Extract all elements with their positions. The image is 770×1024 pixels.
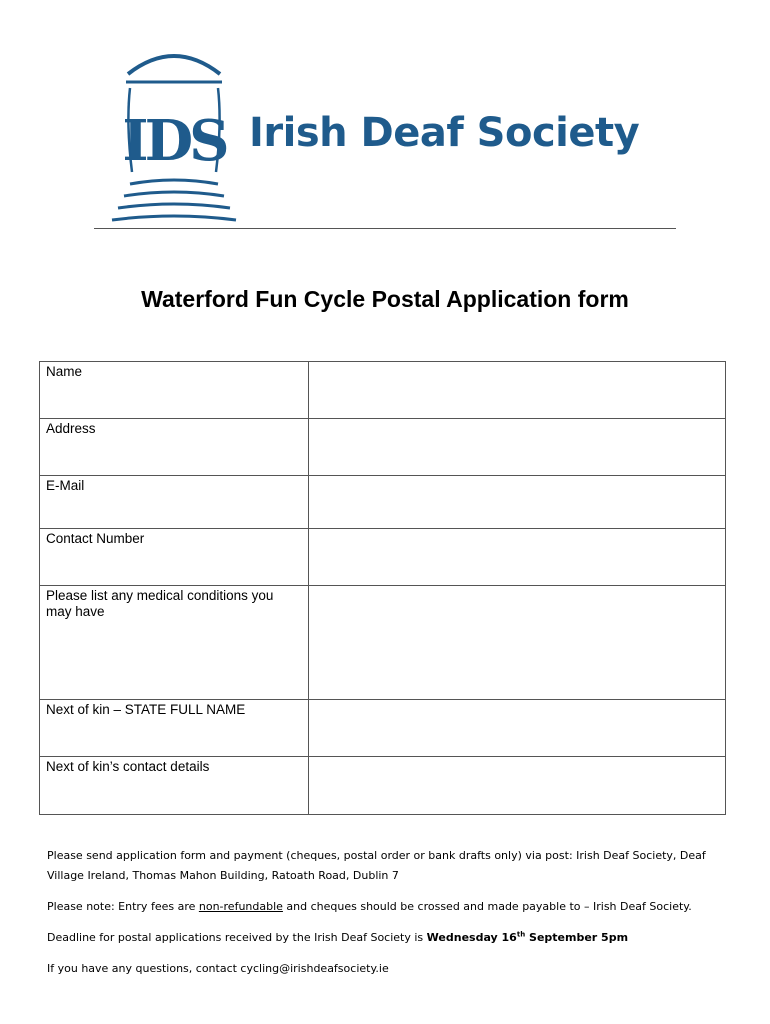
form-row-medical: [40, 586, 726, 700]
form-label-next-of-kin: Next of kin – STATE FULL NAME: [40, 700, 309, 757]
header-divider: [94, 228, 676, 229]
application-form-table: [39, 361, 726, 815]
form-row-address: [40, 419, 726, 476]
fees-suffix: and cheques should be crossed and made payable to – Irish Deaf Society.: [282, 900, 692, 913]
fees-note: [47, 897, 737, 917]
form-label-medical: Please list any medical conditions you may have: [40, 586, 309, 700]
logo-letters: IDS: [122, 108, 226, 174]
logo: [104, 44, 664, 234]
form-field-medical[interactable]: [309, 586, 726, 700]
form-field-next-of-kin[interactable]: [309, 700, 726, 757]
form-field-next-of-kin-contact[interactable]: [309, 757, 726, 815]
form-row-name: [40, 362, 726, 419]
form-label-name: Name: [40, 362, 309, 419]
form-row-next-of-kin-contact: [40, 757, 726, 815]
form-row-email: [40, 476, 726, 529]
form-label-contact-number: Contact Number: [40, 529, 309, 586]
form-row-next-of-kin: [40, 700, 726, 757]
form-label-address: Address: [40, 419, 309, 476]
org-name: Irish Deaf Society: [249, 110, 640, 156]
form-label-next-of-kin-contact: Next of kin’s contact details: [40, 757, 309, 815]
notes: [47, 846, 737, 979]
form-row-contact-number: [40, 529, 726, 586]
fees-non-refundable: non-refundable: [198, 900, 283, 913]
deadline-date: [427, 931, 628, 944]
questions-note: If you have any questions, contact cycling@irishdeafsociety.ie: [47, 962, 389, 975]
form-field-name[interactable]: [309, 362, 726, 419]
form-field-address[interactable]: [309, 419, 726, 476]
form-field-email[interactable]: [309, 476, 726, 529]
deadline-day: Wednesday 16: [426, 931, 517, 944]
ids-pillar-logo-icon: [104, 44, 244, 234]
deadline-note: [47, 928, 737, 948]
deadline-prefix: Deadline for postal applications received by the Irish Deaf Society is: [47, 931, 427, 944]
page-title: Waterford Fun Cycle Postal Application form: [141, 286, 629, 312]
form-field-contact-number[interactable]: [309, 529, 726, 586]
send-instructions: Please send application form and payment (cheques, postal order or bank drafts only) via post: Irish Deaf Society, Deaf Village Ireland, Thomas Mahon Building, Ratoath Road, Dublin 7: [47, 849, 706, 882]
form-label-email: E-Mail: [40, 476, 309, 529]
deadline-sup: th: [516, 930, 526, 939]
deadline-rest: September 5pm: [525, 931, 629, 944]
fees-prefix: Please note: Entry fees are: [47, 900, 199, 913]
